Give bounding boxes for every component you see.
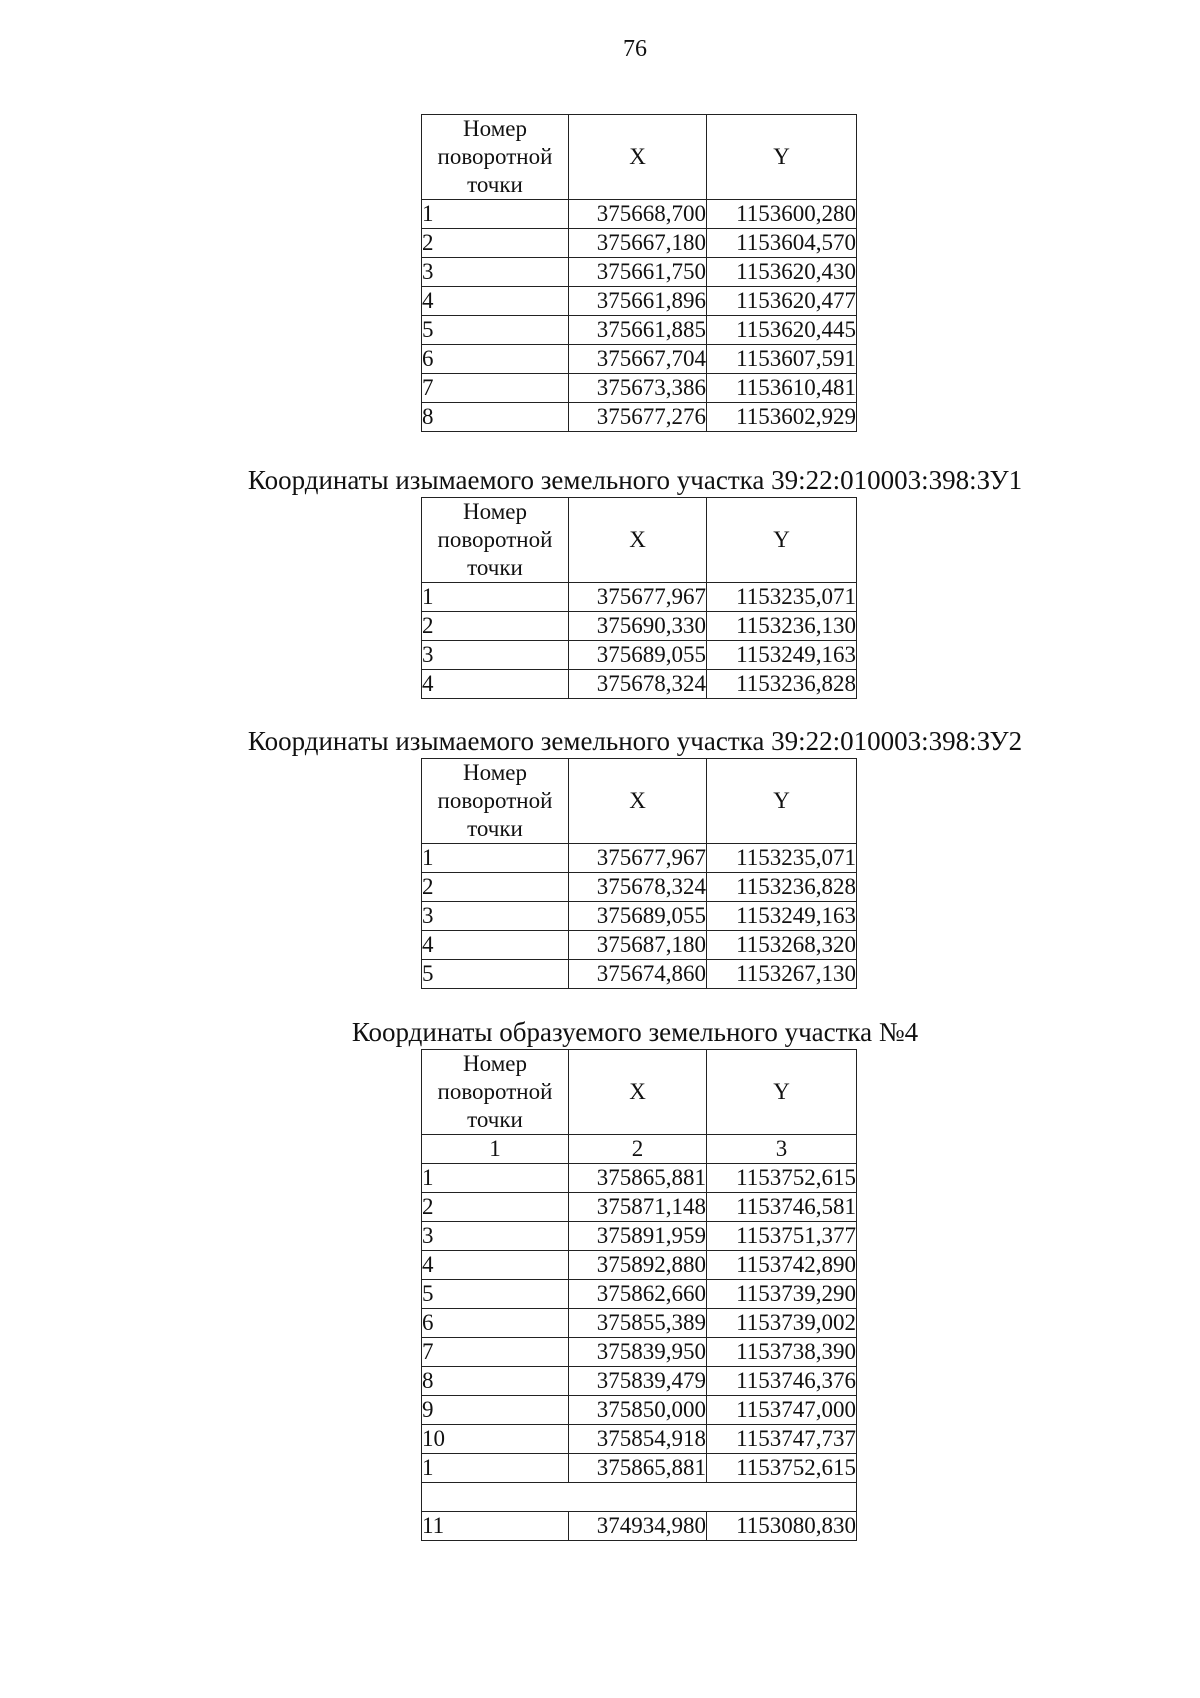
point-number-cell: 3	[422, 902, 569, 931]
y-cell: 1153738,390	[707, 1338, 857, 1367]
x-cell: 375687,180	[569, 931, 707, 960]
x-cell: 375854,918	[569, 1425, 707, 1454]
y-cell: 1153742,890	[707, 1251, 857, 1280]
x-cell: 375892,880	[569, 1251, 707, 1280]
point-number-cell: 1	[422, 844, 569, 873]
y-cell: 1153267,130	[707, 960, 857, 989]
x-cell: 375668,700	[569, 200, 707, 229]
table-header-row	[422, 115, 857, 200]
point-number-cell: 1	[422, 583, 569, 612]
y-cell: 1153620,445	[707, 316, 857, 345]
table-row	[422, 1454, 857, 1483]
header-point-number: Номер поворотной точки	[422, 498, 569, 583]
header-x: X	[569, 759, 707, 844]
coordinates-table-1	[421, 114, 857, 432]
table-row	[422, 229, 857, 258]
point-number-cell: 6	[422, 345, 569, 374]
table-row	[422, 1425, 857, 1454]
table-row	[422, 670, 857, 699]
point-number-cell: 3	[422, 1222, 569, 1251]
x-cell: 375690,330	[569, 612, 707, 641]
y-cell: 1153739,290	[707, 1280, 857, 1309]
table-body	[422, 200, 857, 432]
x-cell: 375850,000	[569, 1396, 707, 1425]
table-row	[422, 583, 857, 612]
table-row	[422, 403, 857, 432]
point-number-cell: 3	[422, 641, 569, 670]
section-title-parcel-4: Координаты образуемого земельного участка №4	[351, 1017, 919, 1047]
table-row	[422, 200, 857, 229]
point-number-cell: 1	[422, 200, 569, 229]
y-cell: 1153604,570	[707, 229, 857, 258]
x-cell: 375871,148	[569, 1193, 707, 1222]
coordinates-table-zu1	[421, 497, 857, 699]
x-cell: 375677,967	[569, 583, 707, 612]
table-row	[422, 1309, 857, 1338]
header-x: X	[569, 498, 707, 583]
x-cell: 375862,660	[569, 1280, 707, 1309]
x-cell: 375673,386	[569, 374, 707, 403]
y-cell: 1153602,929	[707, 403, 857, 432]
x-cell: 375689,055	[569, 641, 707, 670]
y-cell: 1153752,615	[707, 1454, 857, 1483]
table-row	[422, 1338, 857, 1367]
point-number-cell: 1	[422, 1164, 569, 1193]
point-number-cell: 6	[422, 1309, 569, 1338]
table-row	[422, 374, 857, 403]
table-row	[422, 345, 857, 374]
header-y: Y	[707, 498, 857, 583]
y-cell: 1153080,830	[707, 1512, 857, 1541]
header-y: Y	[707, 1050, 857, 1135]
header-point-number: Номер поворотной точки	[422, 1050, 569, 1135]
table-row	[422, 612, 857, 641]
y-cell: 1153236,828	[707, 670, 857, 699]
x-cell: 375865,881	[569, 1454, 707, 1483]
column-number-row	[422, 1135, 857, 1164]
x-cell: 375865,881	[569, 1164, 707, 1193]
point-number-cell: 2	[422, 229, 569, 258]
header-x: X	[569, 1050, 707, 1135]
coordinates-table-zu2	[421, 758, 857, 989]
table-row	[422, 1396, 857, 1425]
table-body	[422, 844, 857, 989]
table-row	[422, 931, 857, 960]
y-cell: 1153747,737	[707, 1425, 857, 1454]
y-cell: 1153268,320	[707, 931, 857, 960]
coordinates-table-parcel-4	[421, 1049, 857, 1541]
x-cell: 375891,959	[569, 1222, 707, 1251]
table-row	[422, 641, 857, 670]
point-number-cell: 7	[422, 1338, 569, 1367]
table-row	[422, 316, 857, 345]
x-cell: 375661,885	[569, 316, 707, 345]
y-cell: 1153249,163	[707, 902, 857, 931]
table-row	[422, 1512, 857, 1541]
table-row	[422, 1193, 857, 1222]
point-number-cell: 8	[422, 403, 569, 432]
x-cell: 374934,980	[569, 1512, 707, 1541]
x-cell: 375839,950	[569, 1338, 707, 1367]
page-number: 76	[623, 36, 647, 62]
y-cell: 1153235,071	[707, 844, 857, 873]
y-cell: 1153610,481	[707, 374, 857, 403]
column-number: 1	[422, 1135, 569, 1164]
y-cell: 1153752,615	[707, 1164, 857, 1193]
x-cell: 375839,479	[569, 1367, 707, 1396]
table-row	[422, 1280, 857, 1309]
x-cell: 375661,750	[569, 258, 707, 287]
table-header-row	[422, 498, 857, 583]
table-row	[422, 1367, 857, 1396]
table-row	[422, 1222, 857, 1251]
header-y: Y	[707, 115, 857, 200]
point-number-cell: 3	[422, 258, 569, 287]
table-row	[422, 902, 857, 931]
table-row	[422, 844, 857, 873]
point-number-cell: 5	[422, 960, 569, 989]
point-number-cell: 2	[422, 873, 569, 902]
point-number-cell: 10	[422, 1425, 569, 1454]
section-title-zu1: Координаты изымаемого земельного участка 39:22:010003:398:ЗУ1	[247, 465, 1023, 495]
table-row	[422, 873, 857, 902]
header-y: Y	[707, 759, 857, 844]
header-x: X	[569, 115, 707, 200]
table-row	[422, 1251, 857, 1280]
point-number-cell: 4	[422, 1251, 569, 1280]
table-row	[422, 258, 857, 287]
point-number-cell: 7	[422, 374, 569, 403]
table-body	[422, 1135, 857, 1541]
x-cell: 375661,896	[569, 287, 707, 316]
point-number-cell: 5	[422, 316, 569, 345]
y-cell: 1153607,591	[707, 345, 857, 374]
x-cell: 375855,389	[569, 1309, 707, 1338]
x-cell: 375689,055	[569, 902, 707, 931]
y-cell: 1153600,280	[707, 200, 857, 229]
x-cell: 375677,276	[569, 403, 707, 432]
x-cell: 375667,704	[569, 345, 707, 374]
point-number-cell: 4	[422, 670, 569, 699]
table-row	[422, 1164, 857, 1193]
point-number-cell: 8	[422, 1367, 569, 1396]
header-point-number: Номер поворотной точки	[422, 115, 569, 200]
section-title-zu2: Координаты изымаемого земельного участка 39:22:010003:398:ЗУ2	[247, 726, 1023, 756]
point-number-cell: 9	[422, 1396, 569, 1425]
y-cell: 1153739,002	[707, 1309, 857, 1338]
blank-row	[422, 1483, 857, 1512]
point-number-cell: 4	[422, 287, 569, 316]
table-header-row	[422, 1050, 857, 1135]
point-number-cell: 1	[422, 1454, 569, 1483]
column-number: 2	[569, 1135, 707, 1164]
point-number-cell: 4	[422, 931, 569, 960]
point-number-cell: 2	[422, 612, 569, 641]
x-cell: 375677,967	[569, 844, 707, 873]
table-body	[422, 583, 857, 699]
y-cell: 1153751,377	[707, 1222, 857, 1251]
blank-cell	[422, 1483, 857, 1512]
table-row	[422, 960, 857, 989]
y-cell: 1153620,430	[707, 258, 857, 287]
y-cell: 1153746,376	[707, 1367, 857, 1396]
y-cell: 1153236,130	[707, 612, 857, 641]
point-number-cell: 5	[422, 1280, 569, 1309]
y-cell: 1153235,071	[707, 583, 857, 612]
x-cell: 375674,860	[569, 960, 707, 989]
column-number: 3	[707, 1135, 857, 1164]
y-cell: 1153620,477	[707, 287, 857, 316]
table-header-row	[422, 759, 857, 844]
header-point-number: Номер поворотной точки	[422, 759, 569, 844]
y-cell: 1153746,581	[707, 1193, 857, 1222]
point-number-cell: 11	[422, 1512, 569, 1541]
x-cell: 375678,324	[569, 670, 707, 699]
x-cell: 375678,324	[569, 873, 707, 902]
table-row	[422, 287, 857, 316]
point-number-cell: 2	[422, 1193, 569, 1222]
x-cell: 375667,180	[569, 229, 707, 258]
y-cell: 1153747,000	[707, 1396, 857, 1425]
y-cell: 1153236,828	[707, 873, 857, 902]
y-cell: 1153249,163	[707, 641, 857, 670]
